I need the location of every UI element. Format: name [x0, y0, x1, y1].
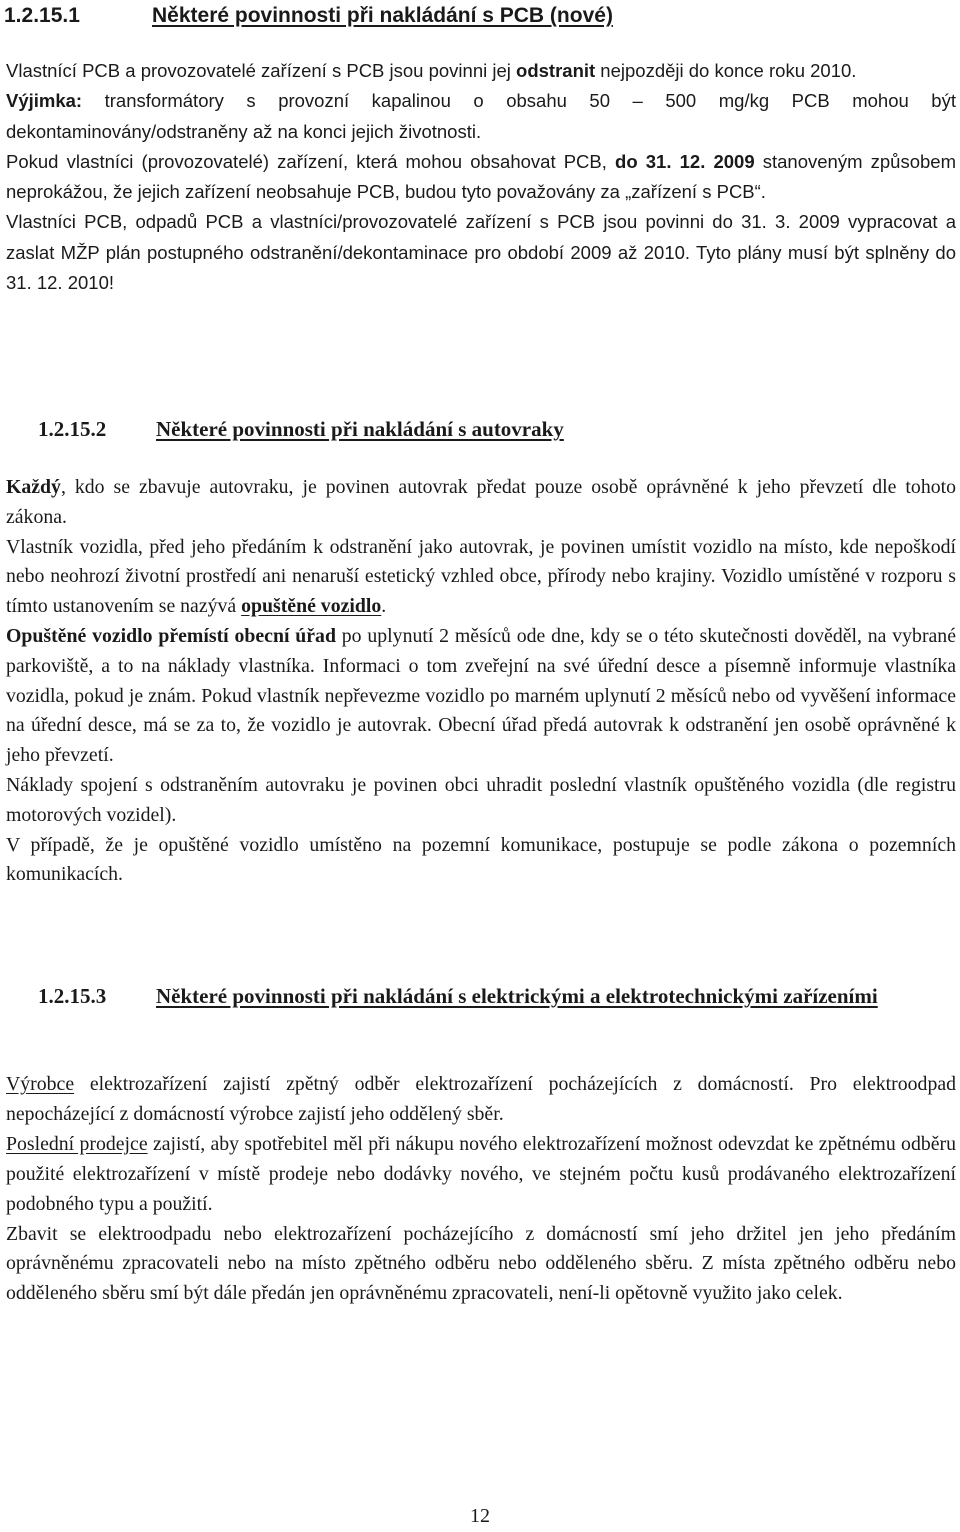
section-body-pcb [6, 56, 956, 298]
defined-term: Poslední prodejce [6, 1132, 148, 1155]
paragraph [6, 147, 956, 208]
text-run: po uplynutí 2 měsíců ode dne, kdy se o této skutečnosti dověděl, na vybrané parkoviště, a to na náklady vlastníka. Informaci o tom zveřejní na své úřední desce a písemně informuje vlastníka vozidla, pokud je znám. Pokud vlastník nepřevezme vozidlo po marném uplynutí 2 měsíců nebo od vyvěšení informace na úřední desce, má se za to, že vozidlo je autovrak. Obecní úřad předá autovrak k odstranění jen osobě oprávněné k jeho převzetí. [6, 624, 956, 767]
paragraph [6, 207, 956, 298]
defined-term: Výrobce [6, 1073, 75, 1095]
paragraph [6, 622, 956, 771]
section-title: Některé povinnosti při nakládání s autovraky [156, 417, 564, 441]
text-run: Vlastníci PCB, odpadů PCB a vlastníci/provozovatelé zařízení s PCB jsou povinni do 31. 3. 2009 vypracovat a zaslat MŽP plán postupného odstranění/dekontaminace pro období 2009 až 2010. Tyto plány musí být splněny do 31. 12. 2010! [6, 211, 956, 294]
text-run: stanoveným způsobem neprokážou, že jejich zařízení neobsahuje PCB, budou tyto považovány za „zařízení s PCB“. [6, 150, 956, 203]
paragraph [6, 1130, 956, 1220]
section-heading-elektro [38, 981, 946, 1012]
emphasis: do 31. 12. 2009 [615, 150, 755, 172]
section-number: 1.2.15.1 [4, 4, 80, 27]
emphasis: Opuštěné vozidlo přemístí obecní úřad [6, 624, 336, 647]
section-body-elektro [6, 1070, 956, 1309]
section-title: Některé povinnosti při nakládání s PCB (nové) [152, 4, 613, 27]
text-run: elektrozařízení zajistí zpětný odběr elektrozařízení pocházejících z domácností. Pro elektroodpad nepocházející z domácností výrobce zajistí jeho oddělený sběr. [6, 1073, 956, 1125]
text-run: zajistí, aby spotřebitel měl při nákupu nového elektrozařízení možnost odevzdat ke zpětnému odběru použité elektrozařízení v místě prodeje nebo dodávky nového, ve stejném počtu kusů prodávaného elektrozařízení podobného typu a použití. [6, 1132, 956, 1215]
text-run: Vlastnící PCB a provozovatelé zařízení s PCB jsou povinni jej [6, 60, 517, 81]
text-run: Pokud vlastníci (provozovatelé) zařízení, která mohou obsahovat PCB, [6, 150, 616, 172]
text-run: . [381, 595, 387, 618]
emphasis: Výjimka: [6, 90, 83, 112]
text-run: Vlastník vozidla, před jeho předáním k odstranění jako autovrak, je povinen umístit vozidlo na místo, kde nepoškodí nebo neohrozí životní prostředí ani nenaruší estetický vzhled obce, přírody nebo krajiny. Vozidlo umístěné v rozporu s tímto ustanovením se nazývá [6, 535, 956, 618]
text-run: transformátory s provozní kapalinou o obsahu 50 – 500 mg/kg PCB mohou být dekontaminovány/odstraněny až na konci jejich životnosti. [6, 90, 956, 142]
section-heading-pcb [4, 0, 613, 31]
paragraph [6, 1070, 956, 1130]
paragraph: Zbavit se elektroodpadu nebo elektrozařízení pocházejícího z domácností smí jeho držitel jen jeho předáním oprávněnému zpracovateli nebo na místo zpětného odběru nebo odděleného sběru. Z místa zpětného odběru nebo odděleného sběru smí být dále předán jen oprávněnému zpracovateli, není-li opětovně využito jako celek. [6, 1222, 956, 1305]
paragraph [6, 533, 956, 622]
section-body-autovraky [6, 473, 956, 890]
defined-term: opuštěné vozidlo [241, 595, 382, 618]
paragraph: V případě, že je opuštěné vozidlo umístěno na pozemní komunikace, postupuje se podle zákona o pozemních komunikacích. [6, 833, 956, 886]
text-run: , kdo se zbavuje autovraku, je povinen autovrak předat pouze osobě oprávněné k jeho převzetí dle tohoto zákona. [6, 476, 956, 528]
emphasis: odstranit [516, 60, 596, 81]
page-number: 12 [470, 1505, 490, 1527]
section-heading-autovraky [38, 414, 564, 445]
section-title: Některé povinnosti při nakládání s elektrickými a elektrotechnickými zařízeními [156, 984, 878, 1008]
paragraph [6, 86, 956, 147]
section-number: 1.2.15.3 [38, 984, 107, 1008]
section-number: 1.2.15.2 [38, 417, 107, 441]
paragraph [6, 473, 956, 533]
paragraph: Náklady spojení s odstraněním autovraku je povinen obci uhradit poslední vlastník opuštěného vozidla (dle registru motorových vozidel). [6, 773, 956, 826]
text-run: nejpozději do konce roku 2010. [595, 60, 857, 81]
emphasis: Každý [6, 476, 61, 498]
paragraph [6, 56, 956, 86]
